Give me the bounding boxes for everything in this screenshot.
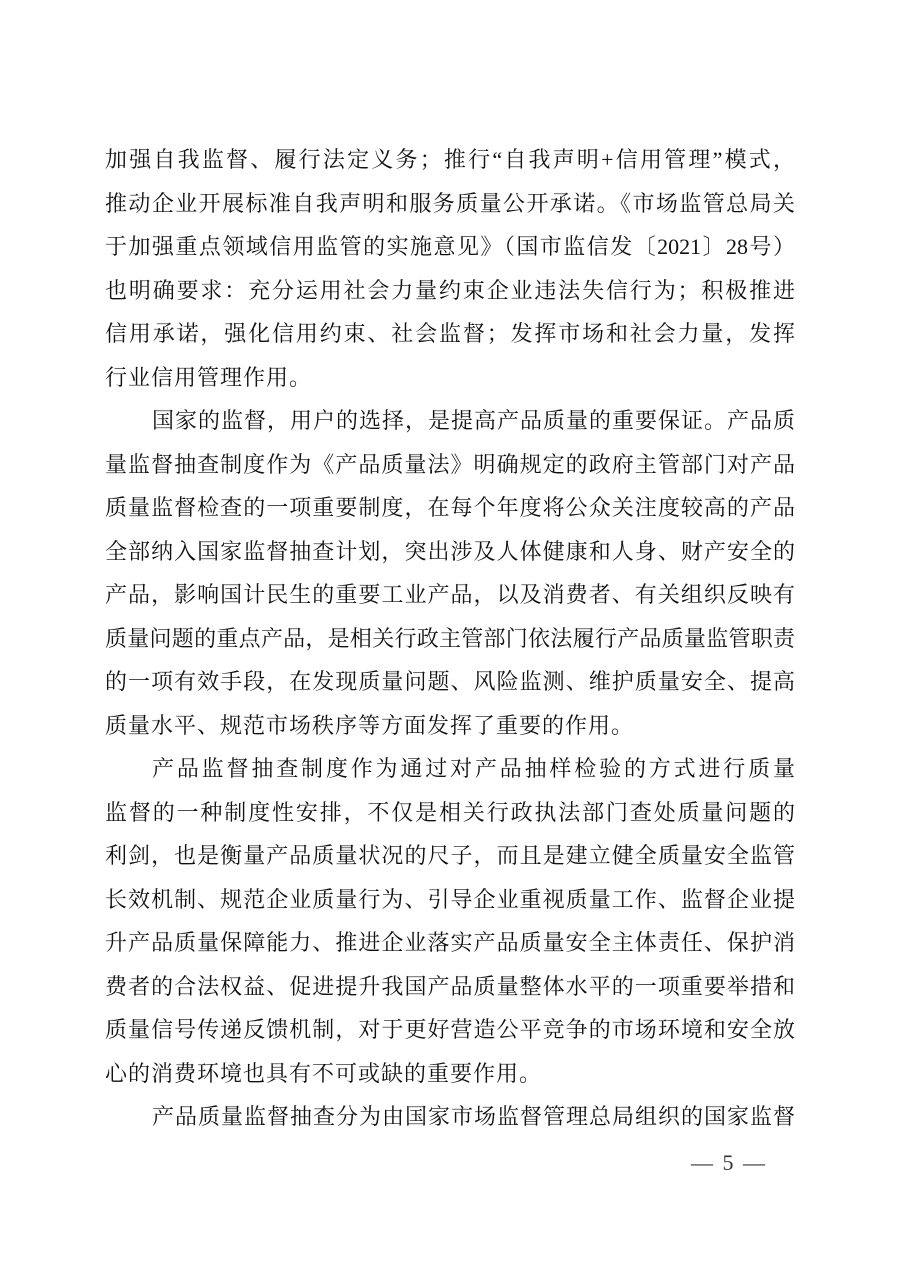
page-footer	[105, 1148, 795, 1178]
text-line: 质量水平、规范市场秩序等方面发挥了重要的作用。	[105, 712, 635, 738]
text-line: 加强自我监督、履行法定义务；推行“自我声明+信用管理”模式，	[105, 147, 795, 172]
text-line: 升产品质量保障能力、推进企业落实产品质量安全主体责任、保护消	[105, 930, 795, 955]
text-line: 的一项有效手段，在发现质量问题、风险监测、维护质量安全、提高	[105, 669, 795, 694]
text-line: 产品，影响国计民生的重要工业产品，以及消费者、有关组织反映有	[105, 582, 795, 607]
text-line: 信用承诺，强化信用约束、社会监督；发挥市场和社会力量，发挥	[105, 321, 795, 346]
paragraph-3	[105, 747, 795, 1095]
text-line: 推动企业开展标准自我声明和服务质量公开承诺。《市场监管总局关	[105, 190, 795, 216]
text-line: 利剑，也是衡量产品质量状况的尺子，而且是建立健全质量安全监管	[105, 843, 795, 868]
text-line: 产品监督抽查制度作为通过对产品抽样检验的方式进行质量	[152, 756, 795, 781]
text-line: 质量信号传递反馈机制，对于更好营造公平竞争的市场环境和安全放	[105, 1017, 795, 1042]
text-line: 也明确要求：充分运用社会力量约束企业违法失信行为；积极推进	[105, 277, 795, 303]
text-line: 行业信用管理作用。	[105, 364, 313, 390]
paragraph-2	[105, 399, 795, 747]
text-line: 全部纳入国家监督抽查计划，突出涉及人体健康和人身、财产安全的	[105, 538, 795, 564]
text-line: 费者的合法权益、促进提升我国产品质量整体水平的一项重要举措和	[105, 973, 795, 999]
text-line: 产品质量监督抽查分为由国家市场监督管理总局组织的国家监督	[152, 1104, 795, 1129]
text-line: 质量问题的重点产品，是相关行政主管部门依法履行产品质量监管职责	[105, 625, 795, 651]
text-line: 质量监督检查的一项重要制度，在每个年度将公众关注度较高的产品	[105, 495, 795, 520]
text-line: 监督的一种制度性安排，不仅是相关行政执法部门查处质量问题的	[105, 799, 795, 825]
paragraph-1	[105, 138, 795, 399]
text-line: 国家的监督，用户的选择，是提高产品质量的重要保证。产品质	[152, 408, 795, 433]
text-line: 量监督抽查制度作为《产品质量法》明确规定的政府主管部门对产品	[105, 451, 795, 477]
document-body	[105, 138, 795, 1139]
text-line: 心的消费环境也具有不可或缺的重要作用。	[105, 1060, 543, 1086]
text-line: 长效机制、规范企业质量行为、引导企业重视质量工作、监督企业提	[105, 886, 795, 912]
paragraph-4	[105, 1095, 795, 1139]
page-number: — 5 —	[691, 1150, 767, 1175]
text-line: 于加强重点领域信用监管的实施意见》（国市监信发〔2021〕28号）	[105, 234, 795, 259]
